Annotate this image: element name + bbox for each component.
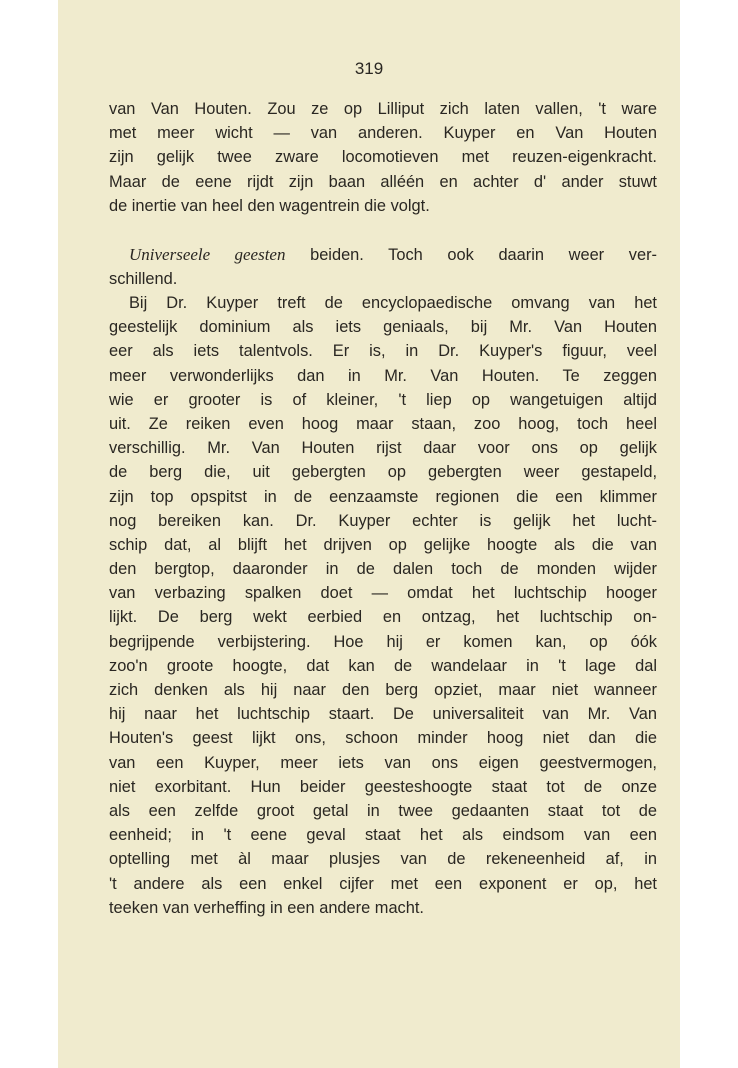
italic-phrase: Universeele geesten <box>129 245 286 264</box>
text-line: met meer wicht — van anderen. Kuyper en Van Houten <box>109 124 657 143</box>
text-line: optelling met àl maar plusjes van de rekeneenheid af, in <box>109 850 657 869</box>
paragraph-1 <box>109 97 657 218</box>
text-line: verschillig. Mr. Van Houten rijst daar voor ons op gelijk <box>109 439 657 458</box>
text-line: zijn gelijk twee zware locomotieven met reuzen-eigenkracht. <box>109 148 657 167</box>
text-line: lijkt. De berg wekt eerbied en ontzag, het luchtschip on- <box>109 608 657 627</box>
text-line: teeken van verheffing in een andere macht. <box>109 898 424 917</box>
text-line: als een zelfde groot getal in twee gedaanten staat tot de <box>109 801 657 820</box>
text-line: de inertie van heel den wagentrein die volgt. <box>109 196 430 215</box>
text-line: uit. Ze reiken even hoog maar staan, zoo hoog, toch heel <box>109 414 657 433</box>
text-line: hij naar het luchtschip staart. De universaliteit van Mr. Van <box>109 705 657 724</box>
text-line: zich denken als hij naar den berg opziet, maar niet wanneer <box>109 681 657 699</box>
text-line: de berg die, uit gebergten op gebergten weer gestapeld, <box>109 463 657 482</box>
book-page <box>58 0 680 1068</box>
text-line: eenheid; in 't eene geval staat het als eindsom van een <box>109 826 657 845</box>
text-line: zoo'n groote hoogte, dat kan de wandelaar in 't lage dal <box>109 656 657 675</box>
text-line: 't andere als een enkel cijfer met een exponent er op, het <box>109 874 657 893</box>
text-line: schillend. <box>109 270 178 289</box>
text-line: van Van Houten. Zou ze op Lilliput zich laten vallen, 't ware <box>109 100 657 118</box>
text-line: eer als iets talentvols. Er is, in Dr. Kuyper's figuur, veel <box>109 342 657 361</box>
text-line: van een Kuyper, meer iets van ons eigen geestvermogen, <box>109 753 657 772</box>
text-line: geestelijk dominium als iets geniaals, bij Mr. Van Houten <box>109 318 657 337</box>
text-line: zijn top opspitst in de eenzaamste regionen die een klimmer <box>109 487 657 506</box>
text-line: Maar de eene rijdt zijn baan alléén en achter d' ander stuwt <box>109 172 657 191</box>
text-line: Bij Dr. Kuyper treft de encyclopaedische omvang van het <box>129 294 657 312</box>
text-line: schip dat, al blijft het drijven op gelijke hoogte als die van <box>109 535 657 554</box>
text-line: niet exorbitant. Hun beider geesteshoogte staat tot de onze <box>109 777 657 796</box>
text-line: begrijpende verbijstering. Hoe hij er komen kan, op óók <box>109 632 657 651</box>
text-line <box>109 243 657 267</box>
text-line: den bergtop, daaronder in de dalen toch de monden wijder <box>109 560 657 579</box>
paragraph-2 <box>109 243 657 291</box>
line-rest: beiden. Toch ook daarin weer ver- <box>285 246 657 264</box>
page-number: 319 <box>354 59 384 78</box>
text-line: wie er grooter is of kleiner, 't liep op wangetuigen altijd <box>109 390 657 409</box>
text-line: van verbazing spalken doet — omdat het luchtschip hooger <box>109 584 657 603</box>
text-line: meer verwonderlijks dan in Mr. Van Houten. Te zeggen <box>109 366 657 385</box>
paragraph-3 <box>109 291 657 920</box>
text-line: nog bereiken kan. Dr. Kuyper echter is gelijk het lucht- <box>109 511 657 530</box>
text-line: Houten's geest lijkt ons, schoon minder hoog niet dan die <box>109 729 657 748</box>
